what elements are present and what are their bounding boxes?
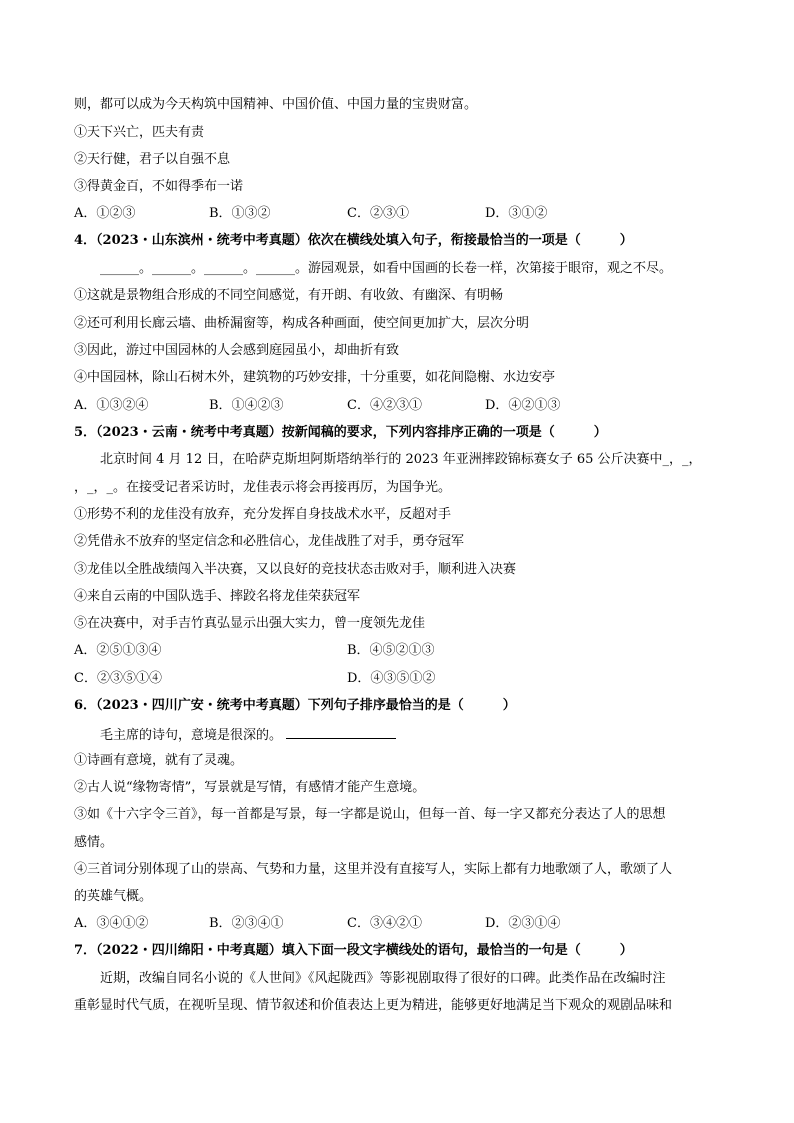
list-item: ③龙佳以全胜战绩闯入半决赛，又以良好的竞技状态击败对手，顺利进入决赛 — [74, 562, 517, 577]
option-d: D．④③⑤①② — [347, 671, 436, 686]
option-b: B．①④②③ — [209, 398, 284, 413]
option-d: D．④②①③ — [485, 398, 561, 413]
option-c: C．②③① — [347, 206, 409, 221]
list-item: ④来自云南的中国队选手、摔跤名将龙佳荣获冠军 — [74, 589, 361, 604]
list-item: ①天下兴亡，匹夫有责 — [74, 125, 205, 140]
question-7-stem: 7．（2022・四川绵阳・中考真题）填入下面一段文字横线处的语句，最恰当的一句是（ ） — [74, 943, 633, 958]
continued-line: 则，都可以成为今天构筑中国精神、中国价值、中国力量的宝贵财富。 — [74, 97, 478, 112]
list-item: ③如《十六字令三首》，每一首都是写景，每一字都是说山，但每一首、每一字又都充分表达了人的思想 — [74, 807, 666, 822]
question-4-passage: ______。______。______。______。游园观景，如看中国画的长卷一样，次第接于眼帘，观之不尽。 — [100, 261, 673, 276]
question-4-stem: 4．（2023・山东滨州・统考中考真题）依次在横线处填入句子，衔接最恰当的一项是（ ） — [74, 233, 633, 248]
list-item: ①形势不利的龙佳没有放弃，充分发挥自身技战术水平，反超对手 — [74, 507, 452, 522]
list-item-continued: 感情。 — [74, 835, 114, 850]
list-item: ④中国园林，除山石树木外，建筑物的巧妙安排，十分重要，如花间隐榭、水边安亭 — [74, 370, 556, 385]
list-item: ②还可利用长廊云墙、曲桥漏窗等，构成各种画面，使空间更加扩大，层次分明 — [74, 316, 530, 331]
question-6-stem: 6．（2023・四川广安・统考中考真题）下列句子排序最恰当的是（ ） — [74, 698, 516, 713]
option-a: A．③④①② — [74, 916, 149, 931]
option-b: B．①③② — [209, 206, 271, 221]
option-c: C．③④②① — [347, 916, 422, 931]
option-d: D．②③①④ — [485, 916, 561, 931]
option-c: C．②③⑤①④ — [74, 671, 162, 686]
list-item: ⑤在决赛中，对手吉竹真弘显示出强大实力，曾一度领先龙佳 — [74, 616, 426, 631]
question-6-passage — [100, 725, 396, 744]
option-a: A．①③②④ — [74, 398, 149, 413]
list-item: ①诗画有意境，就有了灵魂。 — [74, 753, 244, 768]
list-item: ①这就是景物组合形成的不同空间感觉，有开朗、有收敛、有幽深、有明畅 — [74, 288, 504, 303]
list-item: ②凭借永不放弃的坚定信念和必胜信心，龙佳战胜了对手，勇夺冠军 — [74, 534, 465, 549]
option-b: B．④⑤②①③ — [347, 643, 435, 658]
question-7-passage-line-2: 重彰显时代气质，在视听呈现、情节叙述和价值表达上更为精进，能够更好地满足当下观众的观剧品味和 — [74, 998, 673, 1013]
list-item: ②天行健，君子以自强不息 — [74, 152, 231, 167]
question-5-stem: 5．（2023・云南・统考中考真题）按新闻稿的要求，下列内容排序正确的一项是（ ） — [74, 425, 607, 440]
question-5-passage-line-1: 北京时间 4 月 12 日，在哈萨克斯坦阿斯塔纳举行的 2023 年亚洲摔跤锦标赛女子 65 公斤决赛中_，_， — [100, 452, 702, 467]
list-item: ③得黄金百，不如得季布一诺 — [74, 179, 244, 194]
option-c: C．④②③① — [347, 398, 422, 413]
option-b: B．②③④① — [209, 916, 284, 931]
list-item-continued: 的英雄气概。 — [74, 889, 153, 904]
answer-blank — [286, 725, 396, 739]
list-item: ③因此，游过中国园林的人会感到庭园虽小，却曲折有致 — [74, 343, 400, 358]
option-d: D．③①② — [485, 206, 548, 221]
question-5-passage-line-2: ，_，_。在接受记者采访时，龙佳表示将会再接再厉，为国争光。 — [74, 480, 452, 495]
option-a: A．②⑤①③④ — [74, 643, 162, 658]
passage-text: 毛主席的诗句，意境是很深的。 — [100, 728, 283, 743]
question-7-passage-line-1: 近期，改编自同名小说的《人世间》《风起陇西》等影视剧取得了很好的口碑。此类作品在改编时注 — [100, 971, 666, 986]
option-a: A．①②③ — [74, 206, 136, 221]
list-item: ②古人说“缘物寄情”，写景就是写情，有感情才能产生意境。 — [74, 780, 426, 795]
list-item: ④三首词分别体现了山的崇高、气势和力量，这里并没有直接写人，实际上都有力地歌颂了人，歌颂了人 — [74, 862, 673, 877]
